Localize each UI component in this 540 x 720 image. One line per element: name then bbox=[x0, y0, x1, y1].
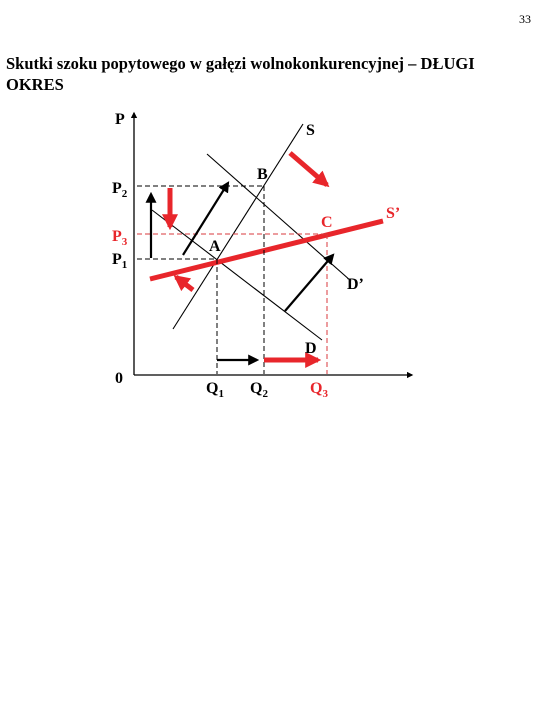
demand-shift-arrow-lower bbox=[285, 255, 333, 311]
point-a-label: A bbox=[209, 238, 221, 255]
supply-slide-arrow bbox=[176, 277, 193, 290]
origin-label: 0 bbox=[115, 370, 123, 387]
p1-label: $P_1$ bbox=[112, 251, 128, 271]
demand-shifted-label: D’ bbox=[347, 276, 364, 293]
q2-label: $Q_2$ bbox=[250, 380, 268, 400]
supply-label: S bbox=[306, 122, 315, 139]
demand-curve bbox=[152, 210, 322, 340]
slide-title: Skutki szoku popytowego w gałęzi wolnokonkurencyjnej – DŁUGI OKRES bbox=[6, 54, 475, 94]
p2-label: $P_2$ bbox=[112, 180, 128, 200]
supply-curve bbox=[173, 124, 303, 329]
q3-label: $Q_3$ bbox=[310, 380, 328, 400]
q1-label: $Q_1$ bbox=[206, 380, 224, 400]
point-b-label: B bbox=[257, 166, 268, 183]
long-run-supply-label: S’ bbox=[386, 205, 401, 222]
supply-shift-arrow bbox=[290, 153, 327, 185]
demand-shift-arrow-upper bbox=[183, 183, 228, 255]
demand-label: D bbox=[305, 340, 317, 357]
page-number: 33 bbox=[519, 12, 531, 26]
y-axis-label: P bbox=[115, 111, 125, 128]
p3-label: $P_3$ bbox=[112, 228, 128, 248]
point-c-label: C bbox=[321, 214, 333, 231]
